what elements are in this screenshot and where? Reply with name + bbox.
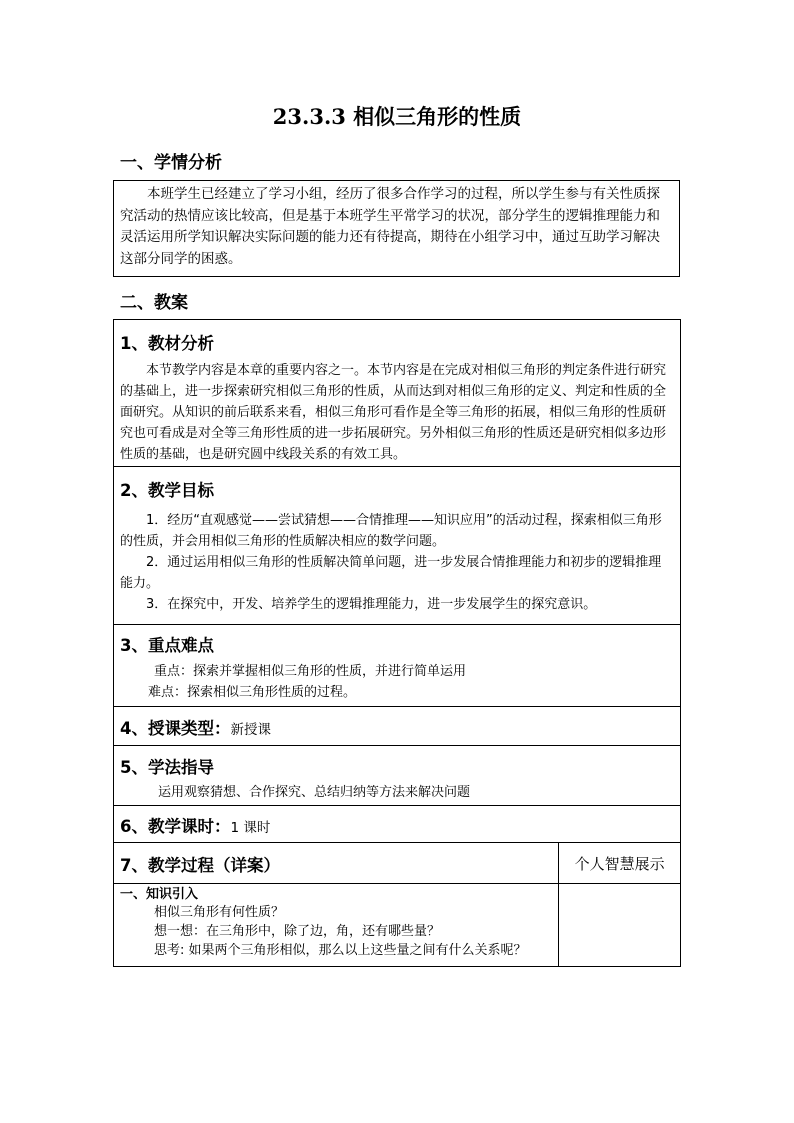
key-point-text: 重点：探索并掌握相似三角形的性质，并进行简单运用 [154,664,467,679]
key-points-row [114,625,681,707]
materials-text: 本节教学内容是本章的重要内容之一。本节内容是在完成对相似三角形的判定条件进行研究的基础上，进一步探索研究相似三角形的性质，从而达到对相似三角形的定义、判定和性质的全面研究。从知识的前后联系来看，相似三角形可看作是全等三角形的拓展，相似三角形的性质研究也可看成是对全等三角形性质的进一步拓展研究。另外相似三角形的性质还是研究相似多边形性质的基础，也是研究圆中线段关系的有效工具。 [120,363,667,462]
method-heading: 5、学法指导 [120,758,214,777]
intro-line-1: 相似三角形有何性质？ [154,905,285,920]
materials-row [114,320,681,467]
lesson-type-heading: 4、授课类型： [120,719,231,738]
student-analysis-text: 本班学生已经建立了学习小组，经历了很多合作学习的过程，所以学生参与有关性质探究活动的热情应该比较高，但是基于本班学生平常学习的状况，部分学生的逻辑推理能力和灵活运用所学知识解决实际问题的能力还有待提高，期待在小组学习中，通过互助学习解决这部分同学的困惑。 [120,186,660,267]
hours-value: 1 课时 [230,820,271,836]
personal-showcase-cell [559,884,681,967]
goal-item-3: 3．在探究中，开发、培养学生的逻辑推理能力，进一步发展学生的探究意识。 [146,597,597,612]
hours-row [114,806,681,843]
key-points-heading: 3、重点难点 [120,636,214,655]
section-heading-analysis: 一、学情分析 [120,153,222,173]
intro-line-2: 想一想：在三角形中，除了边，角，还有哪些量？ [154,924,441,939]
process-body-row [114,884,681,967]
method-text: 运用观察猜想、合作探究、总结归纳等方法来解决问题 [158,785,471,800]
goals-heading: 2、教学目标 [120,481,214,500]
goals-row [114,467,681,625]
document-title: 23.3.3 相似三角形的性质 [272,104,522,129]
lesson-type-row [114,707,681,746]
intro-line-3: 思考: 如果两个三角形相似，那么以上这些量之间有什么关系呢？ [154,943,527,958]
process-heading: 7、教学过程（详案） [120,856,280,875]
hours-heading: 6、教学课时： [120,817,231,836]
intro-heading: 一、知识引入 [120,887,199,902]
student-analysis-box [113,180,680,277]
goal-item-1: 1．经历“直观感觉——尝试猜想——合情推理——知识应用”的活动过程，探索相似三角形的性质，并会用相似三角形的性质解决相应的数学问题。 [120,513,662,549]
method-row [114,746,681,806]
goal-item-2: 2．通过运用相似三角形的性质解决简单问题，进一步发展合情推理能力和初步的逻辑推理能力。 [120,555,662,591]
section-heading-plan: 二、教案 [120,293,188,313]
process-header-row [114,843,681,884]
difficult-point-text: 难点：探索相似三角形性质的过程。 [148,685,357,700]
lesson-type-value: 新授课 [230,722,271,738]
lesson-plan-table [113,319,681,967]
materials-heading: 1、教材分析 [120,334,214,353]
personal-showcase-heading: 个人智慧展示 [559,843,681,884]
